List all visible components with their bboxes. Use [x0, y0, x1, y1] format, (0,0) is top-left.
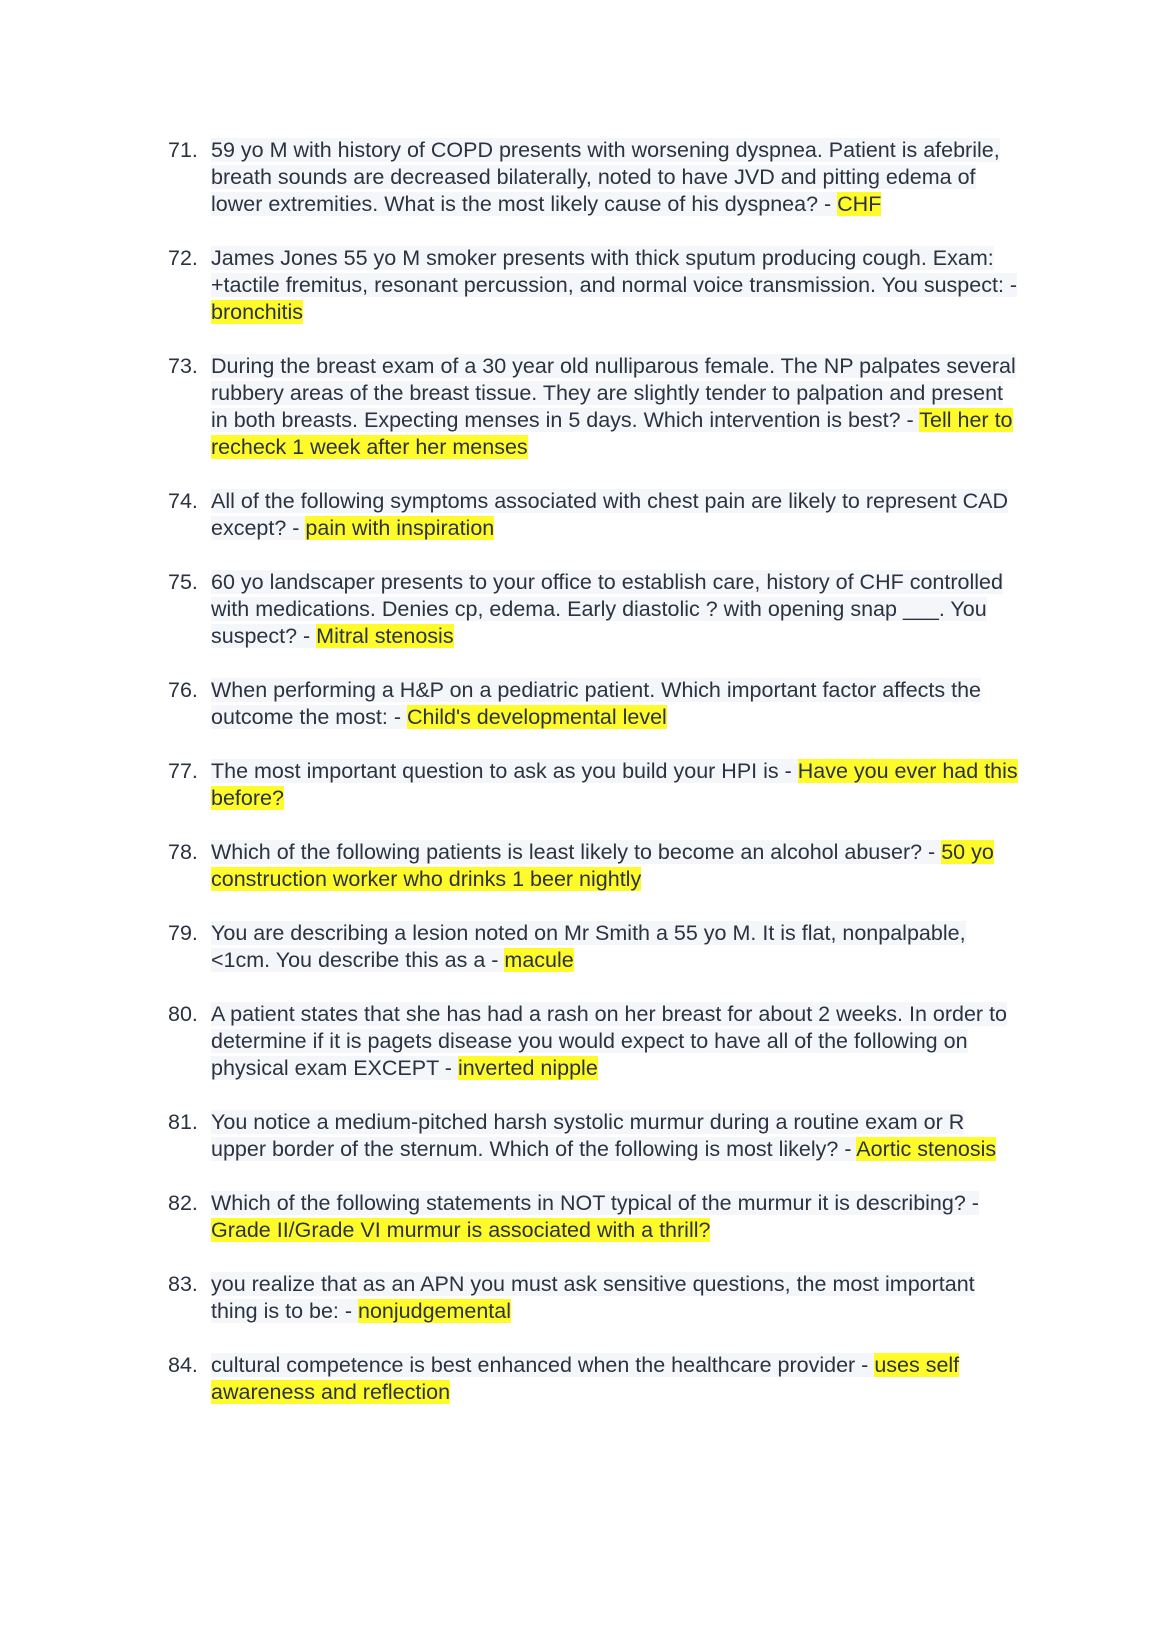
question-number: 76.: [168, 678, 198, 702]
question-number: 75.: [168, 570, 198, 594]
question-item: [168, 1001, 1018, 1082]
question-item: [168, 353, 1018, 461]
question-item: [168, 1190, 1018, 1244]
question-number: 77.: [168, 759, 198, 783]
question-item: [168, 920, 1018, 974]
highlighted-answer: macule: [504, 948, 574, 972]
highlighted-answer: pain with inspiration: [305, 516, 495, 540]
question-number: 78.: [168, 840, 198, 864]
question-number: 80.: [168, 1002, 198, 1026]
question-text: Which of the following patients is least likely to become an alcohol abuser? -: [211, 840, 942, 864]
question-item: [168, 1352, 1018, 1406]
highlighted-answer: Aortic stenosis: [856, 1137, 997, 1161]
question-item: [168, 758, 1018, 812]
question-item: [168, 839, 1018, 893]
question-number: 72.: [168, 246, 198, 270]
highlighted-answer: 50 yo construction worker who drinks 1 beer nightly: [211, 840, 994, 891]
highlighted-answer: Child's developmental level: [406, 705, 667, 729]
question-text: You are describing a lesion noted on Mr Smith a 55 yo M. It is flat, nonpalpable, <1cm. You describe this as a -: [211, 921, 966, 972]
question-item: [168, 137, 1018, 218]
highlighted-answer: bronchitis: [211, 300, 304, 324]
highlighted-answer: nonjudgemental: [358, 1299, 512, 1323]
question-number: 74.: [168, 489, 198, 513]
highlighted-answer: Grade II/Grade VI murmur is associated with a thrill?: [211, 1218, 711, 1242]
question-item: [168, 1109, 1018, 1163]
question-text: Which of the following statements in NOT typical of the murmur it is describing? -: [211, 1191, 979, 1215]
highlighted-answer: uses self awareness and reflection: [211, 1353, 960, 1404]
question-number: 83.: [168, 1272, 198, 1296]
highlighted-answer: inverted nipple: [457, 1056, 598, 1080]
question-item: [168, 677, 1018, 731]
question-number: 79.: [168, 921, 198, 945]
question-text: When performing a H&P on a pediatric patient. Which important factor affects the outcome the most: -: [211, 678, 982, 729]
question-text: James Jones 55 yo M smoker presents with thick sputum producing cough. Exam: +tactile fremitus, resonant percussion, and normal voice transmission. You suspect: -: [211, 246, 1018, 297]
question-text: you realize that as an APN you must ask sensitive questions, the most important thing is to be: -: [211, 1272, 975, 1323]
question-text: All of the following symptoms associated with chest pain are likely to represent CAD except? -: [211, 489, 1009, 540]
question-number: 82.: [168, 1191, 198, 1215]
question-text: cultural competence is best enhanced when the healthcare provider -: [211, 1353, 875, 1377]
question-item: [168, 245, 1018, 326]
question-text: 59 yo M with history of COPD presents with worsening dyspnea. Patient is afebrile, breath sounds are decreased bilaterally, noted to have JVD and pitting edema of lower extremities. What is the most likely cause of his dyspnea? -: [211, 138, 1000, 216]
question-item: [168, 1271, 1018, 1325]
question-text: During the breast exam of a 30 year old nulliparous female. The NP palpates several rubbery areas of the breast tissue. They are slightly tender to palpation and present in both breasts. Expecting menses in 5 days. Which intervention is best? -: [211, 354, 1016, 432]
question-text: A patient states that she has had a rash on her breast for about 2 weeks. In order to determine if it is pagets disease you would expect to have all of the following on physical exam EXCEPT -: [211, 1002, 1007, 1080]
question-text: 60 yo landscaper presents to your office to establish care, history of CHF controlled with medications. Denies cp, edema. Early diastolic ? with opening snap ___. You suspect? -: [211, 570, 1003, 648]
highlighted-answer: Tell her to recheck 1 week after her menses: [211, 408, 1013, 459]
question-item: [168, 488, 1018, 542]
highlighted-answer: Mitral stenosis: [316, 624, 454, 648]
question-text: The most important question to ask as you build your HPI is -: [211, 759, 798, 783]
question-number: 71.: [168, 138, 198, 162]
highlighted-answer: Have you ever had this before?: [211, 759, 1018, 810]
question-text: You notice a medium-pitched harsh systolic murmur during a routine exam or R upper border of the sternum. Which of the following is most likely? -: [211, 1110, 965, 1161]
question-list: [168, 137, 1018, 1433]
highlighted-answer: CHF: [837, 192, 882, 216]
question-number: 73.: [168, 354, 198, 378]
question-number: 81.: [168, 1110, 198, 1134]
question-item: [168, 569, 1018, 650]
question-number: 84.: [168, 1353, 198, 1377]
